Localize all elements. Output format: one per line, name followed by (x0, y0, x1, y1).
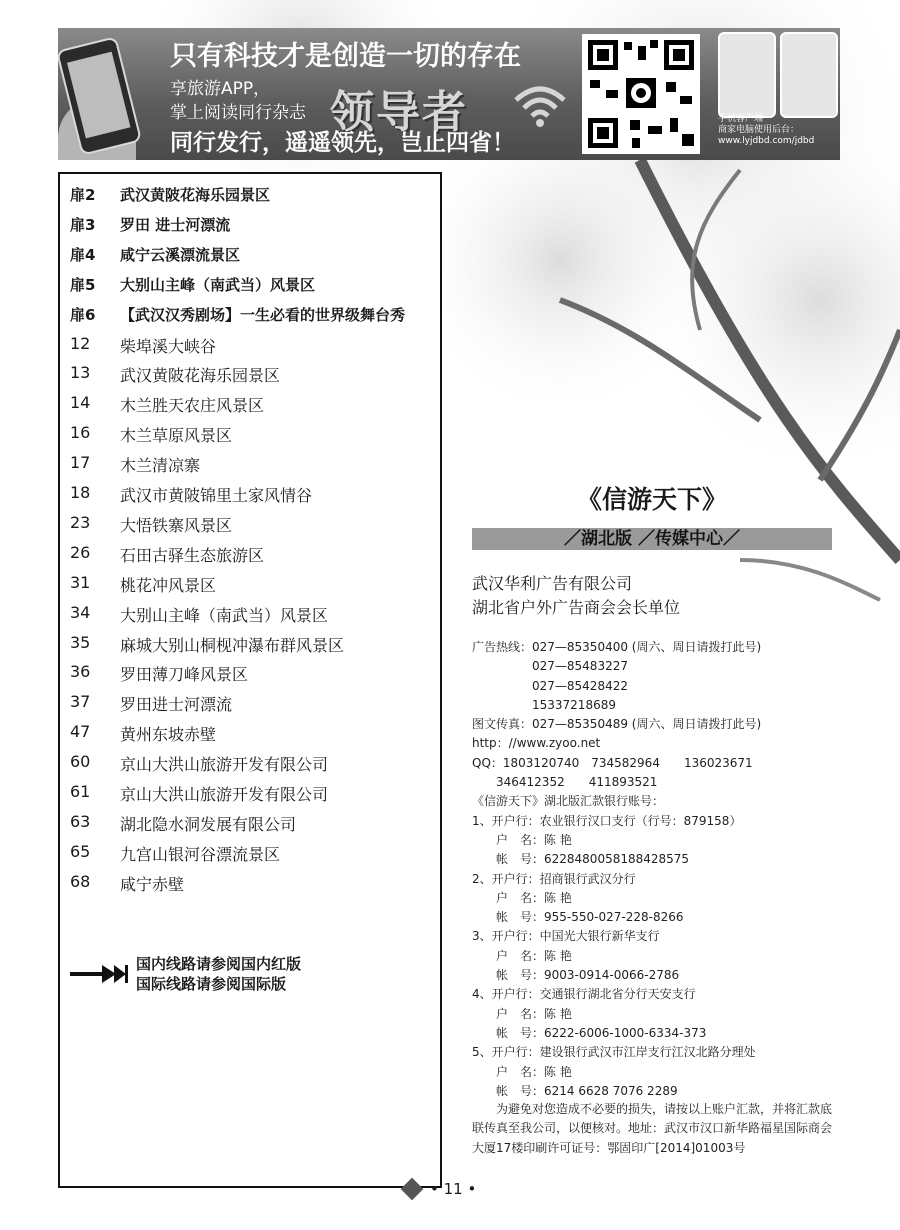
index-row (70, 603, 328, 627)
index-row (70, 812, 296, 836)
closing-paragraph: 为避免对您造成不必要的损失，请按以上账户汇款，并将汇款底联传真至我公司，以便核对。地址：武汉市汉口新华路福星国际商会大厦17楼印刷许可证号：鄂固印广[2014]01003号 (472, 1102, 833, 1155)
contact-line: http：//www.zyoo.net (472, 736, 601, 751)
index-page-number: 13 (70, 363, 91, 383)
client-info: 手机客户端 商家电脑使用后台： www.lyjdbd.com/jdbd (718, 114, 815, 146)
index-row (70, 573, 216, 597)
index-row (70, 633, 344, 657)
page-footer (404, 1180, 476, 1198)
contact-line: 1、开户行：农业银行汉口支行（行号：879158） (472, 813, 742, 828)
index-entry-name: 大别山主峰（南武当）风景区 (120, 275, 316, 294)
contact-line: 346412352 411893521 (472, 775, 658, 790)
index-entry-name: 湖北隐水洞发展有限公司 (120, 814, 297, 834)
contact-line: 帐 号：955-550-027-228-8266 (472, 910, 684, 925)
index-page-number: 34 (70, 602, 91, 622)
index-page-number: 16 (70, 423, 91, 443)
index-row (70, 393, 264, 417)
contact-line: 帐 号：9003-0914-0066-2786 (472, 968, 680, 983)
index-entry-name: 武汉市黄陂锦里土家风情谷 (120, 486, 313, 505)
index-entry-name: 咸宁赤壁 (120, 874, 185, 894)
contact-line: 027—85428422 (472, 678, 628, 693)
contact-line: 广告热线：027—85350400 (周六、周日请拨打此号) (472, 640, 762, 654)
index-entry-name: 木兰草原风景区 (120, 426, 233, 446)
index-page-number: 60 (70, 752, 91, 772)
magazine-title: 《信游天下》 (576, 485, 727, 514)
banner-subtitle-2: 掌上阅读同行杂志 (170, 103, 306, 123)
index-entry-name: 【武汉汉秀剧场】一生必看的世界级舞台秀 (120, 305, 406, 324)
index-page-number: 26 (70, 542, 91, 562)
index-page-number: 扉5 (70, 275, 96, 294)
index-page-number: 65 (70, 841, 91, 861)
contact-line: 帐 号：6228480058188428575 (472, 852, 690, 867)
qr-code (582, 34, 700, 154)
index-page-number: 扉2 (70, 186, 96, 204)
company-role: 湖北省户外广告商会会长单位 (472, 598, 681, 617)
page-number: • 11 • (430, 1180, 477, 1198)
index-page-number: 63 (70, 811, 91, 831)
contact-line: 2、开户行：招商银行武汉分行 (472, 871, 636, 886)
index-entry-name: 桃花冲风景区 (120, 575, 217, 595)
index-row (70, 483, 312, 507)
index-row (70, 513, 232, 537)
contact-line: 户 名：陈 艳 (472, 1006, 572, 1021)
index-entry-name: 九宫山银河谷漂流景区 (120, 844, 281, 864)
banner-title: 只有科技才是创造一切的存在 (170, 41, 521, 72)
contact-details (472, 638, 761, 1101)
index-row (70, 274, 315, 298)
index-entry-name: 黄州东坡赤壁 (120, 725, 217, 745)
index-page-number: 47 (70, 722, 91, 742)
banner-leader-text: 领导者 (330, 87, 468, 138)
index-row (70, 752, 328, 776)
contact-line: 户 名：陈 艳 (472, 832, 572, 847)
company-name: 武汉华利广告有限公司 (472, 574, 633, 593)
index-entry-name: 石田古驿生态旅游区 (120, 545, 265, 565)
index-row (70, 304, 405, 328)
index-row (70, 722, 216, 746)
contact-line: 帐 号：6214 6628 7076 2289 (472, 1083, 678, 1098)
index-row (70, 453, 200, 477)
index-row (70, 334, 216, 358)
index-row (70, 692, 232, 716)
index-entry-name: 大别山主峰（南武当）风景区 (120, 605, 329, 625)
index-page-number: 14 (70, 393, 91, 413)
index-row (70, 214, 230, 238)
banner-subtitle-1: 享旅游APP， (170, 79, 271, 99)
index-entry-name: 木兰胜天农庄风景区 (120, 396, 265, 416)
index-page-number: 17 (70, 453, 91, 473)
contact-line: 帐 号：6222-6006-1000-6334-373 (472, 1025, 707, 1040)
index-page-number: 扉4 (70, 245, 96, 264)
index-row (70, 842, 280, 866)
index-page-number: 61 (70, 782, 91, 801)
index-row (70, 184, 270, 208)
contact-line: 15337218689 (472, 697, 616, 712)
index-page-number: 23 (70, 512, 91, 532)
index-entry-name: 罗田薄刀峰风景区 (120, 665, 249, 685)
index-row (70, 543, 264, 567)
note-line-1: 国内线路请参阅国内红版 (136, 955, 302, 973)
banner-tagline: 同行发行，遥遥领先，岂止四省！ (170, 130, 515, 156)
note-line-2: 国际线路请参阅国际版 (136, 975, 287, 993)
index-entry-name: 京山大洪山旅游开发有限公司 (120, 785, 329, 804)
index-page-number: 68 (70, 871, 91, 891)
index-entry-name: 罗田 进士河漂流 (120, 215, 231, 234)
index-entry-name: 大悟铁寨风景区 (120, 515, 233, 535)
contact-line: 户 名：陈 艳 (472, 890, 572, 905)
contact-line: 图文传真：027—85350489 (周六、周日请拨打此号) (472, 717, 762, 732)
arrow-right-icon (70, 965, 128, 983)
contact-line: 027—85483227 (472, 659, 628, 674)
index-page-number: 扉3 (70, 215, 96, 234)
index-entry-name: 京山大洪山旅游开发有限公司 (120, 755, 329, 775)
contact-line: 5、开户行：建设银行武汉市江岸支行江汉北路分理处 (472, 1045, 756, 1060)
index-entry-name: 武汉黄陂花海乐园景区 (120, 366, 281, 386)
index-page-number: 18 (70, 483, 91, 502)
index-entry-name: 柴埠溪大峡谷 (120, 336, 217, 356)
index-row (70, 244, 240, 268)
index-entry-name: 咸宁云溪漂流景区 (120, 245, 241, 264)
edition-bar: ／湖北版 ／传媒中心／ (472, 528, 832, 550)
index-row (70, 423, 232, 447)
index-row (70, 363, 280, 387)
index-page-number: 扉6 (70, 305, 96, 324)
contact-line: 3、开户行：中国光大银行新华支行 (472, 929, 660, 944)
index-entry-name: 武汉黄陂花海乐园景区 (120, 186, 271, 204)
company-info (472, 572, 680, 620)
index-page-number: 37 (70, 692, 91, 712)
app-screenshots (716, 32, 836, 116)
contact-line: 户 名：陈 艳 (472, 1064, 572, 1079)
wifi-icon (510, 78, 570, 128)
diamond-logo-icon (401, 1178, 424, 1201)
app-promo-banner (58, 28, 840, 160)
index-page-number: 12 (70, 333, 91, 353)
contact-line: 4、开户行：交通银行湖北省分行天安支行 (472, 987, 696, 1002)
contact-line: 户 名：陈 艳 (472, 948, 572, 963)
index-page-number: 36 (70, 662, 91, 682)
index-row (70, 782, 328, 806)
index-row (70, 662, 248, 686)
index-entry-name: 罗田进士河漂流 (120, 695, 233, 715)
contact-line: 《信游天下》湖北版汇款银行账号： (472, 794, 665, 809)
index-entry-name: 木兰清凉寨 (120, 456, 201, 476)
routes-note (70, 954, 301, 994)
contact-line: QQ：1803120740 734582964 136023671 (472, 755, 753, 770)
contents-index (58, 172, 442, 1188)
index-row (70, 872, 184, 896)
index-entry-name: 麻城大别山桐枧冲瀑布群风景区 (120, 635, 345, 655)
index-page-number: 35 (70, 632, 91, 652)
index-page-number: 31 (70, 572, 91, 592)
